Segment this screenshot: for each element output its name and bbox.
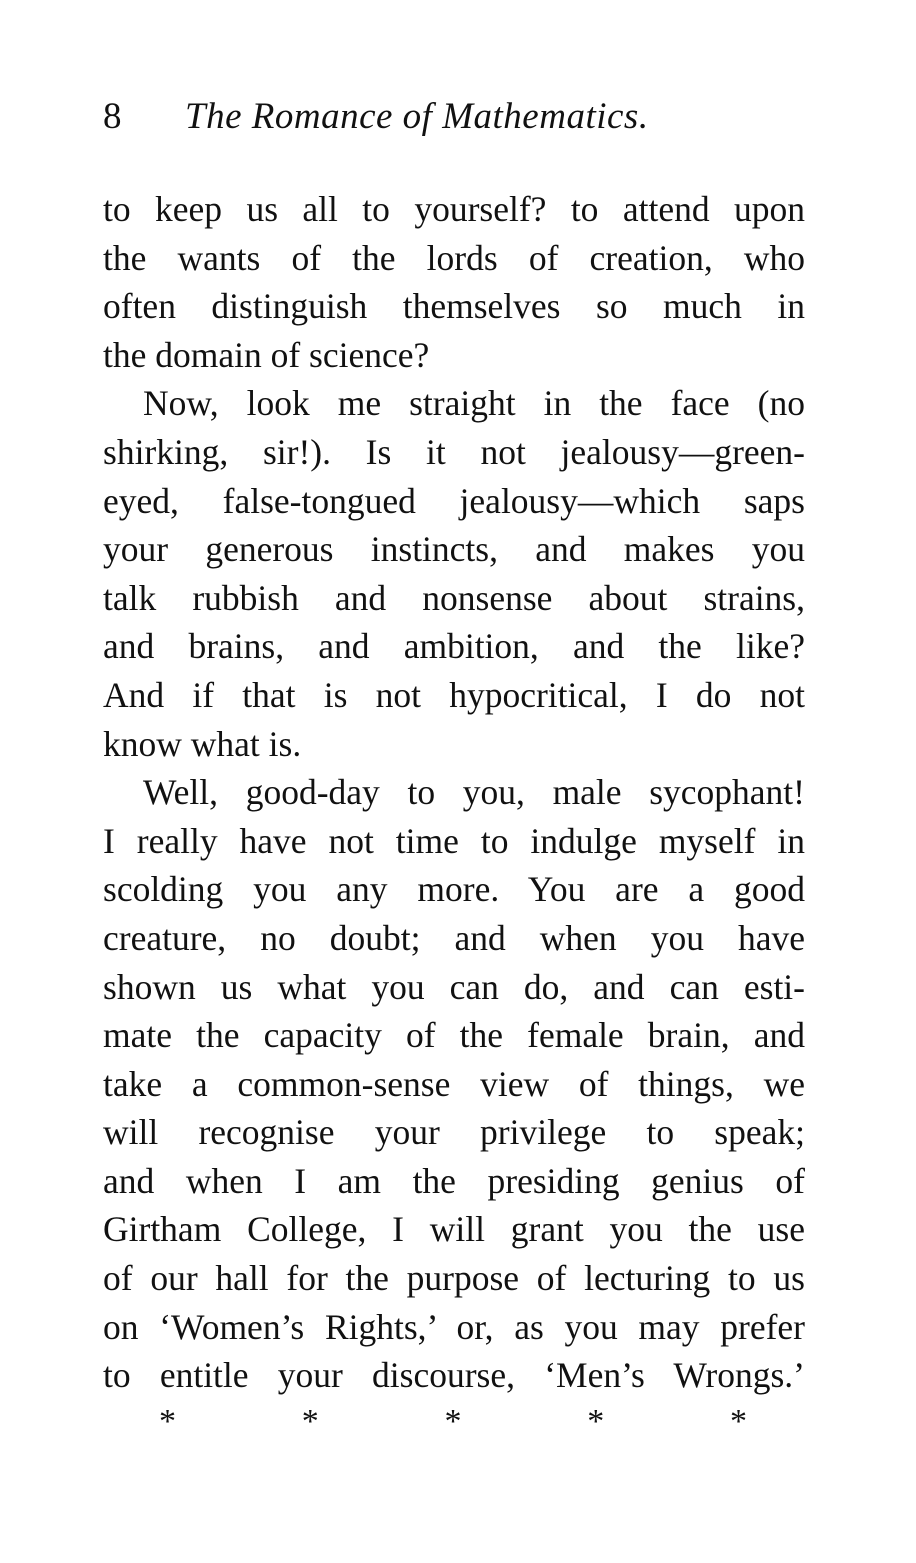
- text-line: often distinguish themselves so much in: [103, 286, 805, 327]
- text-line: of our hall for the purpose of lecturing to us: [103, 1258, 805, 1299]
- text-line: And if that is not hypocritical, I do not: [103, 674, 805, 715]
- text-line: scolding you any more. You are a good: [103, 869, 805, 910]
- page-header: [103, 95, 805, 145]
- text-line: your generous instincts, and makes you: [103, 529, 805, 570]
- text-line: Girtham College, I will grant you the use: [103, 1209, 805, 1250]
- text-line: shown us what you can do, and can esti-: [103, 966, 805, 1007]
- text-line: Now, look me straight in the face (no: [143, 383, 805, 424]
- text-line: and brains, and ambition, and the like?: [103, 626, 805, 667]
- running-title: The Romance of Mathematics.: [185, 96, 649, 137]
- text-line: shirking, sir!). Is it not jealousy—green-: [103, 431, 805, 472]
- text-line: mate the capacity of the female brain, and: [103, 1015, 805, 1056]
- asterisk: *: [730, 1402, 747, 1440]
- book-page: [103, 95, 805, 1442]
- text-line: know what is.: [103, 723, 302, 764]
- text-line: eyed, false-tongued jealousy—which saps: [103, 480, 805, 521]
- asterisk: *: [444, 1402, 462, 1440]
- text-line: to entitle your discourse, ‘Men’s Wrongs.’: [103, 1355, 805, 1396]
- text-line: on ‘Women’s Rights,’ or, as you may prefer: [103, 1306, 805, 1347]
- text-line: the wants of the lords of creation, who: [103, 237, 805, 278]
- text-line: I really have not time to indulge myself in: [103, 820, 805, 861]
- text-line: creature, no doubt; and when you have: [103, 917, 805, 958]
- text-line: the domain of science?: [103, 334, 430, 375]
- text-line: will recognise your privilege to speak;: [103, 1112, 805, 1153]
- paragraph-3: [103, 768, 805, 1400]
- text-line: Well, good-day to you, male sycophant!: [143, 772, 805, 813]
- asterisk: *: [587, 1402, 605, 1440]
- text-line: and when I am the presiding genius of: [103, 1160, 805, 1201]
- page-number: 8: [103, 96, 122, 137]
- asterisk: *: [159, 1402, 176, 1440]
- body-text: [103, 185, 805, 1400]
- asterisk: *: [301, 1402, 319, 1440]
- section-break: [103, 1402, 805, 1442]
- text-line: talk rubbish and nonsense about strains,: [103, 577, 805, 618]
- text-line: take a common-sense view of things, we: [103, 1063, 805, 1104]
- paragraph-1: [103, 185, 805, 379]
- text-line: to keep us all to yourself? to attend upon: [103, 189, 805, 229]
- paragraph-2: [103, 379, 805, 768]
